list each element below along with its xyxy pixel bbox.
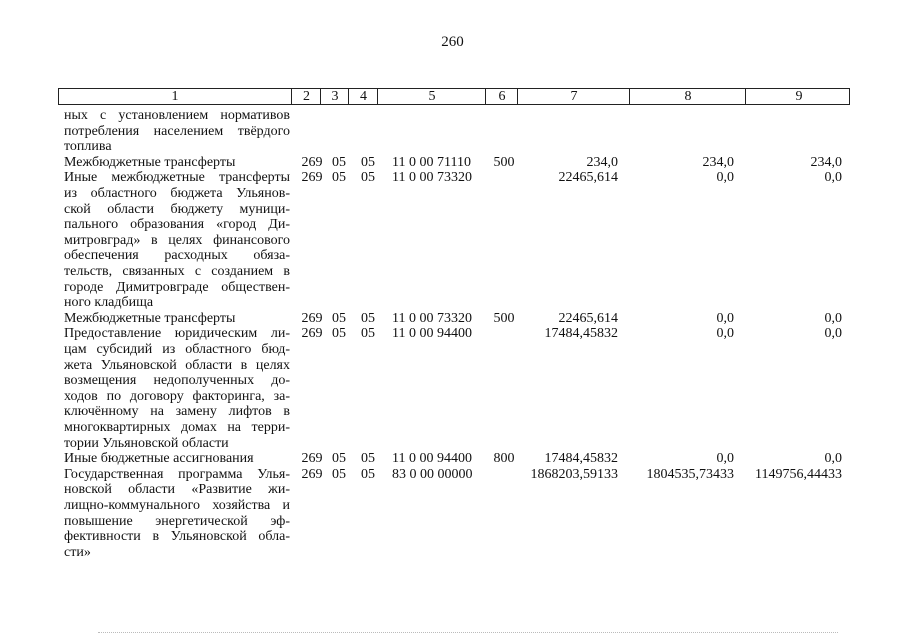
- row-0-description-line: потребления населением твёрдого: [64, 123, 290, 139]
- row-4-description-line: ключённому на замену лифтов в: [64, 404, 290, 420]
- row-2-col-8: 0,0: [716, 170, 734, 186]
- row-4-description-line: цам субсидий из областного бюд-: [64, 342, 290, 357]
- row-4-description-line: Предоставление юридическим ли-: [64, 326, 290, 342]
- row-3-col-6: 500: [493, 310, 515, 326]
- row-6-description-line: лищно-коммунального хозяйства и: [64, 498, 290, 513]
- header-col-3: 3: [320, 89, 349, 104]
- row-4-col-3: 05: [332, 326, 346, 342]
- row-4-col-8: 0,0: [716, 326, 734, 342]
- row-2-col-7: 22465,614: [558, 170, 618, 186]
- table-header: [58, 88, 850, 105]
- row-2-description-line: из областного бюджета Ульянов-: [64, 186, 290, 201]
- row-3-col-8: 0,0: [716, 310, 734, 326]
- row-4-col-7: 17484,45832: [544, 326, 618, 342]
- row-5-col-2: 269: [301, 451, 323, 467]
- row-6-description-line: новской области «Развитие жи-: [64, 482, 290, 498]
- header-col-9: 9: [745, 89, 852, 104]
- row-6-col-4: 05: [361, 466, 375, 482]
- row-5-col-3: 05: [332, 451, 346, 467]
- row-5-col-5: 11 0 00 94400: [392, 451, 472, 467]
- row-2-description-line: ской области бюджету муници-: [64, 201, 290, 217]
- header-col-7: 7: [517, 89, 630, 104]
- header-col-2: 2: [291, 89, 321, 104]
- row-1-col-5: 11 0 00 71110: [392, 154, 471, 170]
- row-1-col-6: 500: [493, 154, 515, 170]
- row-2-description-line: Иные межбюджетные трансферты: [64, 170, 290, 186]
- header-col-5: 5: [377, 89, 486, 104]
- row-5-col-6: 800: [493, 451, 515, 467]
- row-4-description-line: ходов по договору факторинга, за-: [64, 388, 290, 404]
- header-col-8: 8: [629, 89, 746, 104]
- row-6-col-5: 83 0 00 00000: [392, 466, 473, 482]
- row-1-col-2: 269: [301, 154, 323, 170]
- row-2-col-9: 0,0: [824, 170, 842, 186]
- row-4-description-line: возмещения недополученных до-: [64, 373, 290, 389]
- row-6-col-3: 05: [332, 466, 346, 482]
- row-5-col-9: 0,0: [824, 451, 842, 467]
- row-3-col-5: 11 0 00 73320: [392, 310, 472, 326]
- row-5-description-line: Иные бюджетные ассигнования: [64, 451, 254, 467]
- row-2-description-line: ного кладбища: [64, 295, 154, 311]
- row-1-col-4: 05: [361, 154, 375, 170]
- row-4-col-4: 05: [361, 326, 375, 342]
- row-6-description-line: сти»: [64, 544, 91, 560]
- row-3-col-2: 269: [301, 310, 323, 326]
- row-4-col-5: 11 0 00 94400: [392, 326, 472, 342]
- row-6-col-7: 1868203,59133: [530, 466, 618, 482]
- row-2-col-2: 269: [301, 170, 323, 186]
- scan-edge-divider: [98, 632, 838, 633]
- row-4-description-line: многоквартирных домах на терри-: [64, 420, 290, 435]
- row-6-description-line: Государственная программа Улья-: [64, 466, 290, 482]
- row-0-description-line: топлива: [64, 139, 112, 155]
- row-6-col-9: 1149756,44433: [755, 466, 842, 482]
- header-col-4: 4: [348, 89, 378, 104]
- row-2-description-line: митровград» в целях финансового: [64, 232, 290, 248]
- row-5-col-8: 0,0: [716, 451, 734, 467]
- row-3-col-7: 22465,614: [558, 310, 618, 326]
- row-6-col-2: 269: [301, 466, 323, 482]
- row-1-description-line: Межбюджетные трансферты: [64, 154, 236, 170]
- row-6-description-line: фективности в Ульяновской обла-: [64, 529, 290, 545]
- row-3-col-4: 05: [361, 310, 375, 326]
- row-0-description-line: ных с установлением нормативов: [64, 108, 290, 123]
- row-4-description-line: жета Ульяновской области в целях: [64, 357, 290, 373]
- row-2-col-5: 11 0 00 73320: [392, 170, 472, 186]
- header-col-1: 1: [171, 89, 179, 104]
- header-col-6: 6: [485, 89, 518, 104]
- row-1-col-3: 05: [332, 154, 346, 170]
- row-2-description-line: обеспечения расходных обяза-: [64, 248, 290, 264]
- row-1-col-9: 234,0: [810, 154, 842, 170]
- row-1-col-8: 234,0: [702, 154, 734, 170]
- row-2-col-4: 05: [361, 170, 375, 186]
- row-4-col-2: 269: [301, 326, 323, 342]
- row-2-description-line: городе Димитровграде обществен-: [64, 279, 290, 295]
- row-6-description-line: повышение энергетической эф-: [64, 513, 290, 529]
- row-4-col-9: 0,0: [824, 326, 842, 342]
- row-2-col-3: 05: [332, 170, 346, 186]
- row-6-col-8: 1804535,73433: [646, 466, 734, 482]
- page-number: 260: [441, 34, 464, 50]
- row-2-description-line: тельств, связанных с созданием в: [64, 264, 290, 279]
- row-1-col-7: 234,0: [586, 154, 618, 170]
- row-4-description-line: тории Ульяновской области: [64, 435, 229, 451]
- row-3-col-3: 05: [332, 310, 346, 326]
- row-3-description-line: Межбюджетные трансферты: [64, 310, 236, 326]
- row-2-description-line: пального образования «город Ди-: [64, 217, 290, 233]
- row-5-col-7: 17484,45832: [544, 451, 618, 467]
- row-3-col-9: 0,0: [824, 310, 842, 326]
- row-5-col-4: 05: [361, 451, 375, 467]
